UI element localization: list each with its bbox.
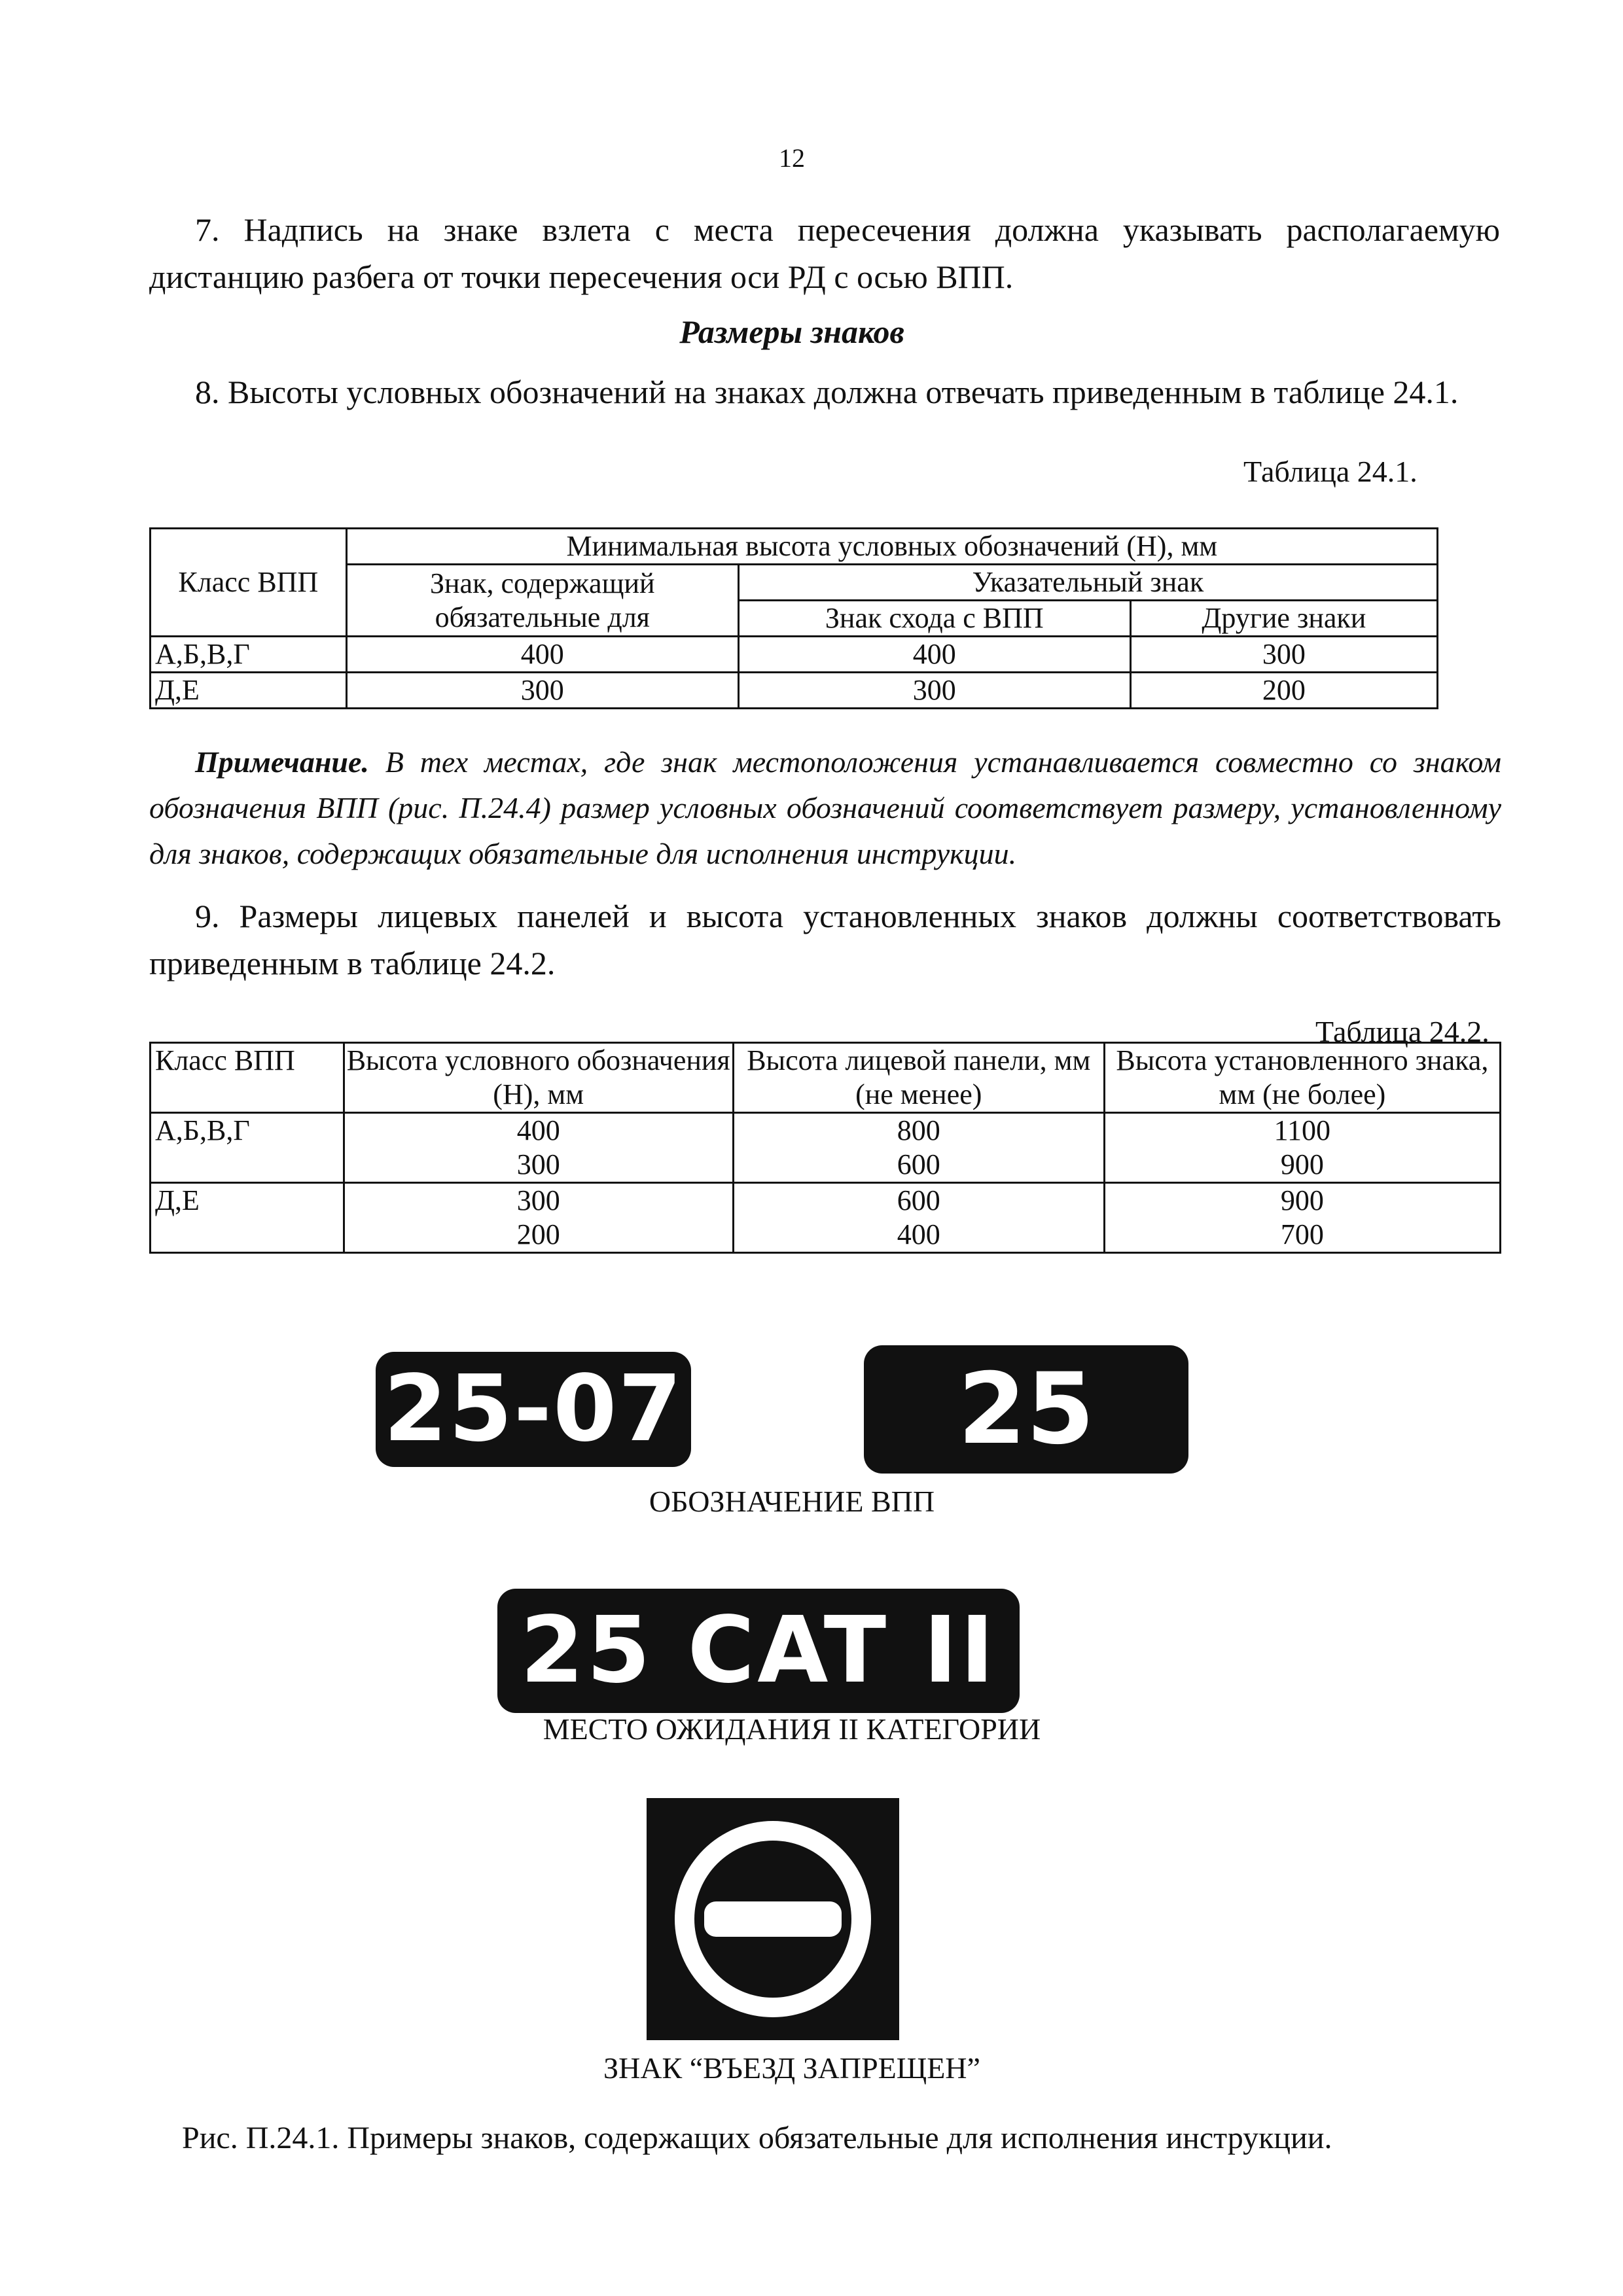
t1-exit-header: Знак схода с ВПП <box>738 601 1130 637</box>
t1-cell: 400 <box>346 637 738 673</box>
t2-value: 400 <box>897 1218 940 1250</box>
table-24-1 <box>149 527 1438 709</box>
table-row <box>151 1113 1501 1183</box>
t2-value: 300 <box>516 1184 560 1216</box>
table-row <box>151 637 1438 673</box>
paragraph-8: 8. Высоты условных обозначений на знаках должна отвечать приведенным в таблице 24.1. <box>195 374 1459 410</box>
table2-caption: Таблица 24.2. <box>1315 1015 1489 1048</box>
table1-caption: Таблица 24.1. <box>1243 455 1418 488</box>
figure-caption: Рис. П.24.1. Примеры знаков, содержащих обязательные для исполнения инструкции. <box>182 2121 1332 2155</box>
t1-cell: 400 <box>738 637 1130 673</box>
t1-mandatory-header: Знак, содержащий обязательные для <box>346 565 738 637</box>
t1-cell: А,Б,В,Г <box>151 637 347 673</box>
no-entry-label: ЗНАК “ВЪЕЗД ЗАПРЕЩЕН” <box>603 2051 980 2085</box>
t2-header: Высота установленного знака, мм (не более) <box>1104 1043 1500 1113</box>
t1-direction-header: Указательный знак <box>738 565 1437 601</box>
t2-cell-stack <box>1104 1113 1500 1183</box>
table-row <box>151 1183 1501 1253</box>
t2-header: Класс ВПП <box>151 1043 344 1113</box>
runway-sign-25: 25 <box>864 1345 1188 1474</box>
t2-value: 700 <box>1280 1218 1324 1250</box>
runway-sign-label: ОБОЗНАЧЕНИЕ ВПП <box>649 1485 935 1518</box>
t2-value: 400 <box>516 1114 560 1146</box>
section-heading: Размеры знаков <box>679 313 904 350</box>
note-label: Примечание. <box>195 745 369 779</box>
cat-ii-label: МЕСТО ОЖИДАНИЯ II КАТЕГОРИИ <box>543 1712 1041 1746</box>
t1-cell: 200 <box>1130 673 1437 709</box>
note <box>149 739 1501 877</box>
t2-class-cell: А,Б,В,Г <box>151 1113 344 1183</box>
t2-class-cell: Д,Е <box>151 1183 344 1253</box>
paragraph-7: 7. Надпись на знаке взлета с места пересечения должна указывать располагаемую дистанцию разбега от точки пересечения оси РД с осью ВПП. <box>149 211 1500 295</box>
t2-value: 900 <box>1280 1148 1324 1180</box>
t2-value: 300 <box>516 1148 560 1180</box>
t1-cell: 300 <box>1130 637 1437 673</box>
t2-header: Высота лицевой панели, мм (не менее) <box>733 1043 1104 1113</box>
t2-value: 800 <box>897 1114 940 1146</box>
page-number: 12 <box>779 143 805 173</box>
t2-cell-stack <box>1104 1183 1500 1253</box>
t2-value: 200 <box>516 1218 560 1250</box>
t1-cell: 300 <box>738 673 1130 709</box>
runway-sign-25-07: 25-07 <box>376 1352 691 1467</box>
t1-cell: 300 <box>346 673 738 709</box>
t1-min-height-header: Минимальная высота условных обозначений (Н), мм <box>346 529 1437 565</box>
no-entry-sign <box>647 1798 899 2040</box>
no-entry-icon <box>647 1798 899 2040</box>
t2-value: 900 <box>1280 1184 1324 1216</box>
t2-value: 600 <box>897 1184 940 1216</box>
t2-cell-stack <box>733 1183 1104 1253</box>
t2-cell-stack <box>344 1113 733 1183</box>
t2-value: 1100 <box>1274 1114 1331 1146</box>
t1-cell: Д,Е <box>151 673 347 709</box>
t1-other-header: Другие знаки <box>1130 601 1437 637</box>
note-text: В тех местах, где знак местоположения устанавливается совместно со знаком обозначения ВПП (рис. П.24.4) размер условных обозначений соответствует размеру, установленному для знаков, содержащих обязательные для исполнения инструкции. <box>149 745 1501 870</box>
t2-header: Высота условного обозначения (Н), мм <box>344 1043 733 1113</box>
t2-value: 600 <box>897 1148 940 1180</box>
t2-cell-stack <box>733 1113 1104 1183</box>
paragraph-9: 9. Размеры лицевых панелей и высота установленных знаков должны соответствовать приведенным в таблице 24.2. <box>149 898 1501 981</box>
cat-ii-holding-sign: 25 CAT II <box>497 1589 1020 1713</box>
table-24-2 <box>149 1042 1501 1254</box>
table-row <box>151 673 1438 709</box>
t1-class-header: Класс ВПП <box>151 529 347 637</box>
t2-cell-stack <box>344 1183 733 1253</box>
